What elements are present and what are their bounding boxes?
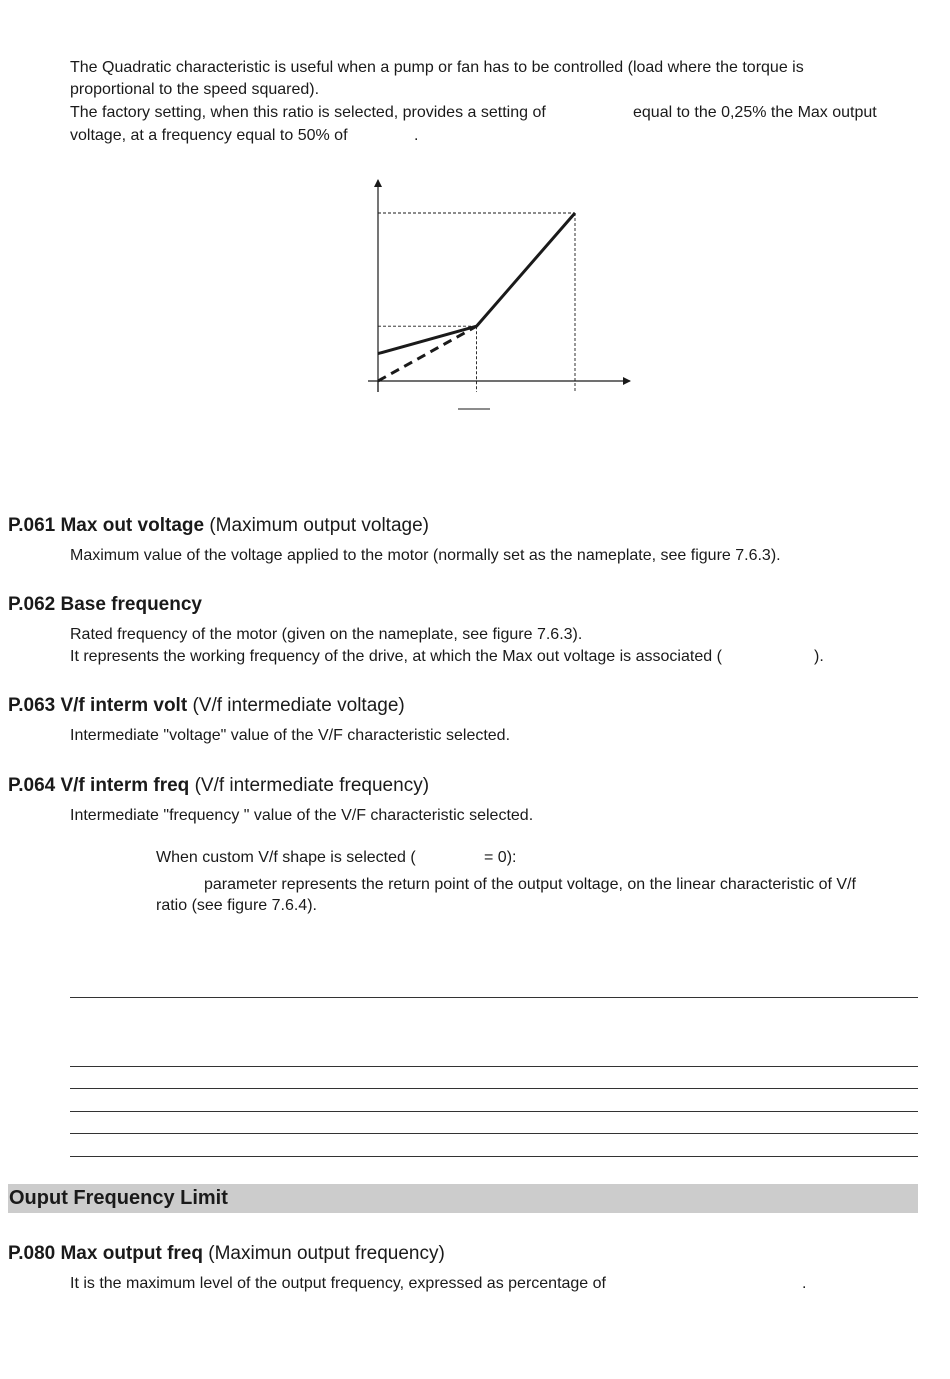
linear-vf-dashed-line <box>378 326 477 381</box>
section-title: Ouput Frequency Limit <box>9 1187 228 1209</box>
param-p062-text-1: Rated frequency of the motor (given on the nameplate, see figure 7.6.3). <box>70 626 583 643</box>
table-rule-6 <box>70 1156 918 1157</box>
param-p064-text: Intermediate "frequency " value of the V/F characteristic selected. <box>70 807 534 824</box>
param-p061-heading <box>8 514 429 538</box>
param-p062-text-2-tail: ). <box>814 648 824 665</box>
param-p064-desc: (V/f intermediate frequency) <box>194 775 430 796</box>
intro-line-1: The Quadratic characteristic is useful when a pump or fan has to be controlled (load where the torque is <box>70 59 804 76</box>
param-p064-heading <box>8 774 429 798</box>
intro-line-2: proportional to the speed squared). <box>70 81 320 98</box>
custom-note-line-1a: When custom V/f shape is selected ( <box>156 849 416 866</box>
param-p080-code: P.080 <box>8 1243 56 1264</box>
table-rule-1 <box>70 997 918 998</box>
param-p062-heading <box>8 593 202 617</box>
param-p061-name: Max out voltage <box>60 515 205 536</box>
param-p080-heading <box>8 1242 445 1266</box>
custom-note-line-3: ratio (see figure 7.6.4). <box>156 897 317 914</box>
param-p080-desc: (Maximun output frequency) <box>208 1243 445 1264</box>
param-p063-name: V/f interm volt <box>60 695 188 716</box>
param-p080-text-a: It is the maximum level of the output frequency, expressed as percentage of <box>70 1275 606 1292</box>
custom-note-line-1b: = 0): <box>484 849 517 866</box>
param-p062-code: P.062 <box>8 594 56 615</box>
param-p064-code: P.064 <box>8 775 56 796</box>
param-p063-code: P.063 <box>8 695 56 716</box>
intro-line-3a: The factory setting, when this ratio is selected, provides a setting of <box>70 104 546 121</box>
param-p080-text-b: . <box>802 1275 807 1292</box>
table-rule-4 <box>70 1111 918 1112</box>
intro-line-3b: equal to the 0,25% the Max output <box>633 104 877 121</box>
param-p061-text: Maximum value of the voltage applied to the motor (normally set as the nameplate, see figure 7.6.3). <box>70 547 781 564</box>
intro-line-4b: . <box>414 127 419 144</box>
table-rule-2 <box>70 1066 918 1067</box>
param-p063-desc: (V/f intermediate voltage) <box>192 695 405 716</box>
section-header-band <box>8 1184 918 1213</box>
param-p061-desc: (Maximum output voltage) <box>209 515 429 536</box>
param-p062-name: Base frequency <box>60 594 202 615</box>
param-p062-text-2: It represents the working frequency of the drive, at which the Max out voltage is associated ( <box>70 648 722 665</box>
custom-note-line-2: parameter represents the return point of the output voltage, on the linear characteristic of V/f <box>204 876 856 893</box>
param-p063-heading <box>8 694 405 718</box>
param-p063-text: Intermediate "voltage" value of the V/F characteristic selected. <box>70 727 511 744</box>
table-rule-5 <box>70 1133 918 1134</box>
vf-characteristic-chart <box>360 170 650 430</box>
param-p080-name: Max output freq <box>60 1243 203 1264</box>
param-p061-code: P.061 <box>8 515 56 536</box>
table-rule-3 <box>70 1088 918 1089</box>
param-p064-name: V/f interm freq <box>60 775 190 796</box>
intro-line-4a: voltage, at a frequency equal to 50% of <box>70 127 348 144</box>
